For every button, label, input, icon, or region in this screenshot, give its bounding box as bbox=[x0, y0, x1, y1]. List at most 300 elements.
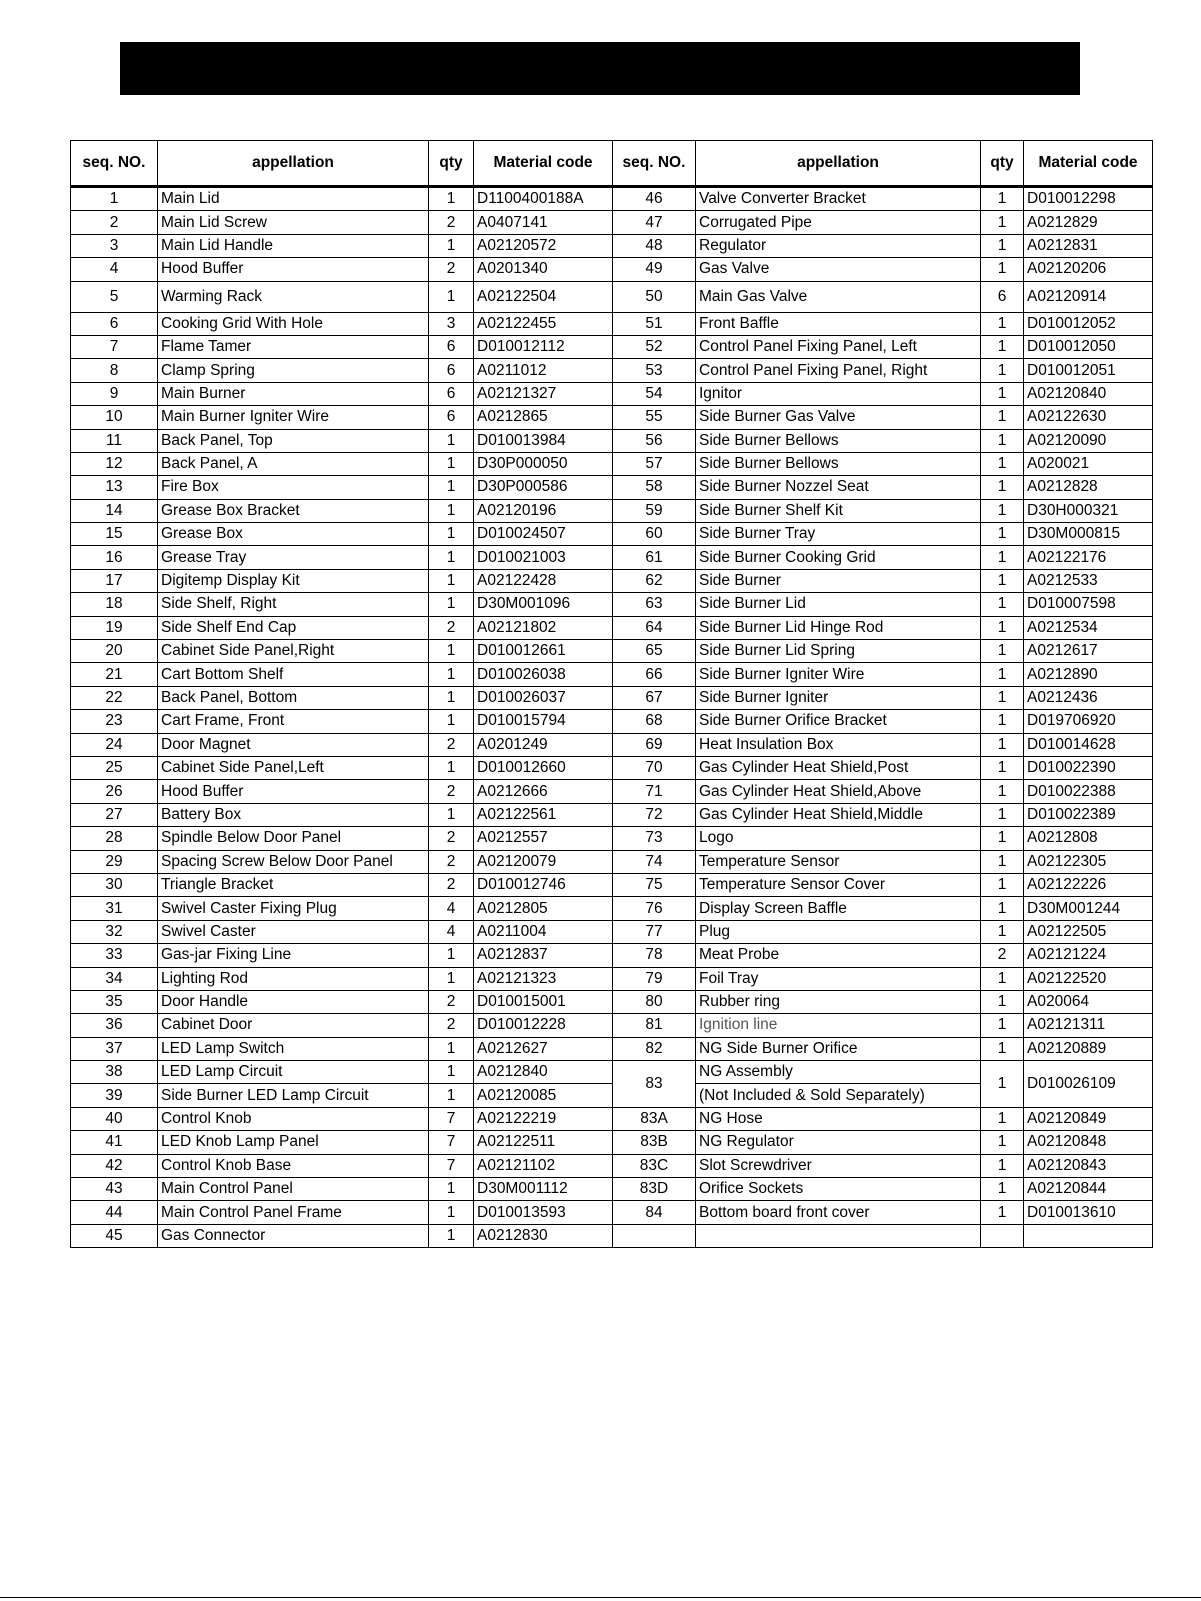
left-seq-cell: 23 bbox=[71, 710, 158, 733]
header-row bbox=[71, 141, 1153, 187]
left-appellation-cell: Back Panel, Top bbox=[158, 429, 429, 452]
left-seq-cell: 7 bbox=[71, 335, 158, 358]
right-seq-cell: 84 bbox=[613, 1201, 696, 1224]
left-material-cell: D010012661 bbox=[474, 640, 613, 663]
table-row bbox=[71, 382, 1153, 405]
left-seq-cell: 16 bbox=[71, 546, 158, 569]
left-appellation-cell: Cooking Grid With Hole bbox=[158, 312, 429, 335]
left-qty-cell: 2 bbox=[429, 258, 474, 281]
right-seq-cell: 75 bbox=[613, 873, 696, 896]
right-material-cell: A02122630 bbox=[1024, 406, 1153, 429]
right-appellation-cell: Side Burner Nozzel Seat bbox=[696, 476, 981, 499]
left-material-cell: A0212666 bbox=[474, 780, 613, 803]
right-qty-cell: 1 bbox=[981, 686, 1024, 709]
left-seq-cell: 24 bbox=[71, 733, 158, 756]
left-qty-cell: 1 bbox=[429, 640, 474, 663]
left-material-cell: D010013984 bbox=[474, 429, 613, 452]
left-seq-cell: 17 bbox=[71, 569, 158, 592]
right-material-cell: D010012298 bbox=[1024, 187, 1153, 211]
right-material-cell: D30M001244 bbox=[1024, 897, 1153, 920]
left-qty-cell: 1 bbox=[429, 523, 474, 546]
table-row bbox=[71, 452, 1153, 475]
left-material-cell: D30M001112 bbox=[474, 1178, 613, 1201]
col-header-material-right: Material code bbox=[1024, 141, 1153, 187]
left-appellation-cell: LED Knob Lamp Panel bbox=[158, 1131, 429, 1154]
right-qty-cell: 1 bbox=[981, 546, 1024, 569]
left-material-cell: A0211004 bbox=[474, 920, 613, 943]
left-qty-cell: 1 bbox=[429, 499, 474, 522]
table-row bbox=[71, 733, 1153, 756]
left-qty-cell: 1 bbox=[429, 1084, 474, 1107]
right-material-cell: D010022389 bbox=[1024, 803, 1153, 826]
left-appellation-cell: LED Lamp Switch bbox=[158, 1037, 429, 1060]
right-material-cell: D010012052 bbox=[1024, 312, 1153, 335]
left-material-cell: A02121323 bbox=[474, 967, 613, 990]
right-seq-cell: 51 bbox=[613, 312, 696, 335]
right-appellation-cell: Side Burner Shelf Kit bbox=[696, 499, 981, 522]
left-qty-cell: 1 bbox=[429, 944, 474, 967]
left-appellation-cell: Main Burner bbox=[158, 382, 429, 405]
right-qty-cell: 1 bbox=[981, 523, 1024, 546]
right-qty-cell: 1 bbox=[981, 593, 1024, 616]
left-qty-cell: 1 bbox=[429, 281, 474, 312]
left-material-cell: A0211012 bbox=[474, 359, 613, 382]
left-qty-cell: 1 bbox=[429, 1037, 474, 1060]
right-appellation-cell: Bottom board front cover bbox=[696, 1201, 981, 1224]
right-appellation-cell: Side Burner Orifice Bracket bbox=[696, 710, 981, 733]
left-seq-cell: 2 bbox=[71, 211, 158, 234]
table-row bbox=[71, 312, 1153, 335]
right-appellation-cell: Slot Screwdriver bbox=[696, 1154, 981, 1177]
right-seq-cell: 67 bbox=[613, 686, 696, 709]
left-material-cell: A02120079 bbox=[474, 850, 613, 873]
left-appellation-cell: Cabinet Door bbox=[158, 1014, 429, 1037]
table-row bbox=[71, 359, 1153, 382]
right-material-cell: A02120090 bbox=[1024, 429, 1153, 452]
right-qty-cell: 1 bbox=[981, 897, 1024, 920]
table-row bbox=[71, 1154, 1153, 1177]
table-row bbox=[71, 569, 1153, 592]
left-material-cell: A0212805 bbox=[474, 897, 613, 920]
right-seq-cell: 69 bbox=[613, 733, 696, 756]
left-qty-cell: 1 bbox=[429, 803, 474, 826]
right-seq-cell: 72 bbox=[613, 803, 696, 826]
right-seq-cell: 50 bbox=[613, 281, 696, 312]
left-seq-cell: 41 bbox=[71, 1131, 158, 1154]
right-qty-cell: 1 bbox=[981, 1201, 1024, 1224]
right-appellation-cell: Side Burner Lid Hinge Rod bbox=[696, 616, 981, 639]
left-material-cell: A02122219 bbox=[474, 1107, 613, 1130]
left-material-cell: A02121802 bbox=[474, 616, 613, 639]
right-material-cell: D010012050 bbox=[1024, 335, 1153, 358]
left-appellation-cell: Fire Box bbox=[158, 476, 429, 499]
left-material-cell: A02122561 bbox=[474, 803, 613, 826]
left-seq-cell: 30 bbox=[71, 873, 158, 896]
right-seq-cell: 71 bbox=[613, 780, 696, 803]
right-seq-cell: 56 bbox=[613, 429, 696, 452]
left-appellation-cell: Flame Tamer bbox=[158, 335, 429, 358]
right-qty-cell: 1 bbox=[981, 359, 1024, 382]
table-row bbox=[71, 335, 1153, 358]
left-material-cell: A02121327 bbox=[474, 382, 613, 405]
table-row bbox=[71, 850, 1153, 873]
left-qty-cell: 6 bbox=[429, 406, 474, 429]
left-qty-cell: 1 bbox=[429, 476, 474, 499]
right-appellation-cell: Side Burner Igniter bbox=[696, 686, 981, 709]
left-appellation-cell: Main Lid Screw bbox=[158, 211, 429, 234]
right-seq-cell bbox=[613, 1224, 696, 1247]
left-material-cell: A02121102 bbox=[474, 1154, 613, 1177]
left-appellation-cell: Gas Connector bbox=[158, 1224, 429, 1247]
right-seq-cell: 70 bbox=[613, 756, 696, 779]
left-material-cell: D010012112 bbox=[474, 335, 613, 358]
left-appellation-cell: Hood Buffer bbox=[158, 258, 429, 281]
left-qty-cell: 2 bbox=[429, 1014, 474, 1037]
left-qty-cell: 1 bbox=[429, 593, 474, 616]
right-qty-cell: 1 bbox=[981, 780, 1024, 803]
right-appellation-cell: Gas Cylinder Heat Shield,Middle bbox=[696, 803, 981, 826]
left-seq-cell: 13 bbox=[71, 476, 158, 499]
left-qty-cell: 4 bbox=[429, 897, 474, 920]
left-seq-cell: 5 bbox=[71, 281, 158, 312]
left-qty-cell: 2 bbox=[429, 616, 474, 639]
table-row bbox=[71, 1061, 1153, 1084]
right-material-cell: A02122520 bbox=[1024, 967, 1153, 990]
right-qty-cell: 1 bbox=[981, 452, 1024, 475]
left-seq-cell: 27 bbox=[71, 803, 158, 826]
parts-table bbox=[70, 140, 1153, 1248]
left-appellation-cell: Side Burner LED Lamp Circuit bbox=[158, 1084, 429, 1107]
right-material-cell: A02121224 bbox=[1024, 944, 1153, 967]
table-row bbox=[71, 616, 1153, 639]
right-material-cell: A02122226 bbox=[1024, 873, 1153, 896]
right-seq-cell: 63 bbox=[613, 593, 696, 616]
right-material-cell: A020064 bbox=[1024, 990, 1153, 1013]
left-seq-cell: 28 bbox=[71, 827, 158, 850]
right-seq-cell: 57 bbox=[613, 452, 696, 475]
right-qty-cell: 1 bbox=[981, 1037, 1024, 1060]
col-header-qty-left: qty bbox=[429, 141, 474, 187]
left-qty-cell: 7 bbox=[429, 1131, 474, 1154]
right-qty-cell: 6 bbox=[981, 281, 1024, 312]
right-material-cell: A02120840 bbox=[1024, 382, 1153, 405]
left-seq-cell: 18 bbox=[71, 593, 158, 616]
right-qty-cell: 1 bbox=[981, 335, 1024, 358]
left-qty-cell: 1 bbox=[429, 663, 474, 686]
right-qty-cell: 1 bbox=[981, 1178, 1024, 1201]
right-appellation-cell: Side Burner Cooking Grid bbox=[696, 546, 981, 569]
left-appellation-cell: Swivel Caster bbox=[158, 920, 429, 943]
right-appellation-cell: Side Burner Bellows bbox=[696, 452, 981, 475]
left-appellation-cell: Grease Box Bracket bbox=[158, 499, 429, 522]
left-seq-cell: 19 bbox=[71, 616, 158, 639]
left-material-cell: D1100400188A bbox=[474, 187, 613, 211]
left-material-cell: A02120572 bbox=[474, 234, 613, 257]
left-qty-cell: 1 bbox=[429, 187, 474, 211]
right-material-cell: A02121311 bbox=[1024, 1014, 1153, 1037]
right-appellation-cell: Logo bbox=[696, 827, 981, 850]
right-qty-cell: 1 bbox=[981, 990, 1024, 1013]
left-appellation-cell: Side Shelf End Cap bbox=[158, 616, 429, 639]
left-qty-cell: 3 bbox=[429, 312, 474, 335]
right-appellation-cell bbox=[696, 1224, 981, 1247]
right-material-cell: D010014628 bbox=[1024, 733, 1153, 756]
right-qty-cell: 1 bbox=[981, 234, 1024, 257]
left-appellation-cell: Lighting Rod bbox=[158, 967, 429, 990]
left-seq-cell: 15 bbox=[71, 523, 158, 546]
left-material-cell: D010024507 bbox=[474, 523, 613, 546]
left-appellation-cell: Door Handle bbox=[158, 990, 429, 1013]
right-material-cell: A0212533 bbox=[1024, 569, 1153, 592]
right-seq-cell: 48 bbox=[613, 234, 696, 257]
right-appellation-cell: NG Hose bbox=[696, 1107, 981, 1130]
left-material-cell: A0407141 bbox=[474, 211, 613, 234]
right-material-cell: A0212534 bbox=[1024, 616, 1153, 639]
right-material-cell: A02122305 bbox=[1024, 850, 1153, 873]
right-qty-cell bbox=[981, 1224, 1024, 1247]
right-appellation-cell: Side Burner Lid bbox=[696, 593, 981, 616]
right-appellation-cell: (Not Included & Sold Separately) bbox=[696, 1084, 981, 1107]
right-material-cell: A0212808 bbox=[1024, 827, 1153, 850]
right-appellation-cell: Front Baffle bbox=[696, 312, 981, 335]
right-seq-cell: 55 bbox=[613, 406, 696, 429]
table-row bbox=[71, 499, 1153, 522]
right-seq-cell: 59 bbox=[613, 499, 696, 522]
right-qty-cell: 1 bbox=[981, 640, 1024, 663]
col-header-appellation-right: appellation bbox=[696, 141, 981, 187]
left-qty-cell: 6 bbox=[429, 382, 474, 405]
left-material-cell: A02122428 bbox=[474, 569, 613, 592]
left-qty-cell: 1 bbox=[429, 1061, 474, 1084]
right-material-cell: D010012051 bbox=[1024, 359, 1153, 382]
left-material-cell: A02122511 bbox=[474, 1131, 613, 1154]
right-qty-cell: 1 bbox=[981, 1014, 1024, 1037]
table-row bbox=[71, 1037, 1153, 1060]
right-material-cell: A02122176 bbox=[1024, 546, 1153, 569]
right-appellation-cell: Gas Cylinder Heat Shield,Post bbox=[696, 756, 981, 779]
table-row bbox=[71, 593, 1153, 616]
table-row bbox=[71, 1014, 1153, 1037]
table-row bbox=[71, 281, 1153, 312]
left-seq-cell: 34 bbox=[71, 967, 158, 990]
left-qty-cell: 1 bbox=[429, 569, 474, 592]
left-qty-cell: 1 bbox=[429, 967, 474, 990]
right-seq-cell: 46 bbox=[613, 187, 696, 211]
left-qty-cell: 2 bbox=[429, 780, 474, 803]
right-seq-cell: 79 bbox=[613, 967, 696, 990]
right-appellation-cell: Corrugated Pipe bbox=[696, 211, 981, 234]
left-appellation-cell: Spacing Screw Below Door Panel bbox=[158, 850, 429, 873]
right-appellation-cell: NG Regulator bbox=[696, 1131, 981, 1154]
right-seq-cell: 83D bbox=[613, 1178, 696, 1201]
left-appellation-cell: Door Magnet bbox=[158, 733, 429, 756]
left-seq-cell: 4 bbox=[71, 258, 158, 281]
table-row bbox=[71, 234, 1153, 257]
left-seq-cell: 44 bbox=[71, 1201, 158, 1224]
left-material-cell: D30P000050 bbox=[474, 452, 613, 475]
table-row bbox=[71, 258, 1153, 281]
left-appellation-cell: Main Burner Igniter Wire bbox=[158, 406, 429, 429]
left-qty-cell: 2 bbox=[429, 990, 474, 1013]
left-seq-cell: 25 bbox=[71, 756, 158, 779]
left-qty-cell: 1 bbox=[429, 234, 474, 257]
table-row bbox=[71, 873, 1153, 896]
right-material-cell bbox=[1024, 1224, 1153, 1247]
left-material-cell: D30P000586 bbox=[474, 476, 613, 499]
right-appellation-cell: Valve Converter Bracket bbox=[696, 187, 981, 211]
right-qty-cell: 1 bbox=[981, 1154, 1024, 1177]
left-seq-cell: 35 bbox=[71, 990, 158, 1013]
right-seq-cell: 66 bbox=[613, 663, 696, 686]
left-qty-cell: 1 bbox=[429, 756, 474, 779]
table-row bbox=[71, 990, 1153, 1013]
left-qty-cell: 4 bbox=[429, 920, 474, 943]
left-material-cell: D010026038 bbox=[474, 663, 613, 686]
table-row bbox=[71, 827, 1153, 850]
right-material-cell: D010022390 bbox=[1024, 756, 1153, 779]
table-row bbox=[71, 406, 1153, 429]
right-seq-cell: 82 bbox=[613, 1037, 696, 1060]
right-material-cell: A02120844 bbox=[1024, 1178, 1153, 1201]
right-seq-cell: 52 bbox=[613, 335, 696, 358]
right-appellation-cell: Control Panel Fixing Panel, Right bbox=[696, 359, 981, 382]
left-seq-cell: 26 bbox=[71, 780, 158, 803]
left-appellation-cell: Grease Tray bbox=[158, 546, 429, 569]
right-appellation-cell: Side Burner Tray bbox=[696, 523, 981, 546]
right-seq-cell: 80 bbox=[613, 990, 696, 1013]
col-header-appellation-left: appellation bbox=[158, 141, 429, 187]
right-appellation-cell: NG Side Burner Orifice bbox=[696, 1037, 981, 1060]
table-row bbox=[71, 710, 1153, 733]
right-seq-cell: 83B bbox=[613, 1131, 696, 1154]
left-qty-cell: 1 bbox=[429, 686, 474, 709]
right-appellation-cell: Side Burner Lid Spring bbox=[696, 640, 981, 663]
left-seq-cell: 40 bbox=[71, 1107, 158, 1130]
left-appellation-cell: Cabinet Side Panel,Right bbox=[158, 640, 429, 663]
left-seq-cell: 22 bbox=[71, 686, 158, 709]
right-qty-cell: 1 bbox=[981, 429, 1024, 452]
right-material-cell: A02120914 bbox=[1024, 281, 1153, 312]
left-qty-cell: 2 bbox=[429, 850, 474, 873]
left-seq-cell: 29 bbox=[71, 850, 158, 873]
right-appellation-cell: Ignition line bbox=[696, 1014, 981, 1037]
right-material-cell: D010022388 bbox=[1024, 780, 1153, 803]
table-row bbox=[71, 640, 1153, 663]
left-seq-cell: 11 bbox=[71, 429, 158, 452]
right-qty-cell: 1 bbox=[981, 850, 1024, 873]
left-appellation-cell: Clamp Spring bbox=[158, 359, 429, 382]
table-row bbox=[71, 211, 1153, 234]
table-row bbox=[71, 756, 1153, 779]
right-qty-cell: 1 bbox=[981, 569, 1024, 592]
left-qty-cell: 1 bbox=[429, 546, 474, 569]
left-qty-cell: 7 bbox=[429, 1154, 474, 1177]
right-appellation-cell: Side Burner Igniter Wire bbox=[696, 663, 981, 686]
right-qty-cell: 1 bbox=[981, 258, 1024, 281]
right-qty-cell: 1 bbox=[981, 312, 1024, 335]
left-appellation-cell: Control Knob bbox=[158, 1107, 429, 1130]
right-appellation-cell: Main Gas Valve bbox=[696, 281, 981, 312]
right-seq-cell: 49 bbox=[613, 258, 696, 281]
right-appellation-cell: Meat Probe bbox=[696, 944, 981, 967]
right-qty-cell: 1 bbox=[981, 827, 1024, 850]
left-seq-cell: 20 bbox=[71, 640, 158, 663]
table-row bbox=[71, 476, 1153, 499]
right-appellation-cell: Foil Tray bbox=[696, 967, 981, 990]
right-material-cell: D010007598 bbox=[1024, 593, 1153, 616]
right-material-cell: A02120848 bbox=[1024, 1131, 1153, 1154]
table-row bbox=[71, 1224, 1153, 1247]
right-appellation-cell: Temperature Sensor Cover bbox=[696, 873, 981, 896]
col-header-qty-right: qty bbox=[981, 141, 1024, 187]
right-appellation-cell: Side Burner Gas Valve bbox=[696, 406, 981, 429]
right-appellation-cell: Gas Valve bbox=[696, 258, 981, 281]
left-seq-cell: 8 bbox=[71, 359, 158, 382]
table-row bbox=[71, 1131, 1153, 1154]
left-appellation-cell: Main Control Panel bbox=[158, 1178, 429, 1201]
right-seq-cell: 68 bbox=[613, 710, 696, 733]
right-material-cell: A020021 bbox=[1024, 452, 1153, 475]
right-qty-cell: 1 bbox=[981, 920, 1024, 943]
table-row bbox=[71, 686, 1153, 709]
right-qty-cell: 1 bbox=[981, 1131, 1024, 1154]
page-bottom-rule bbox=[0, 1597, 1201, 1598]
left-qty-cell: 6 bbox=[429, 359, 474, 382]
left-qty-cell: 1 bbox=[429, 452, 474, 475]
right-appellation-cell: Heat Insulation Box bbox=[696, 733, 981, 756]
left-seq-cell: 12 bbox=[71, 452, 158, 475]
right-seq-cell: 65 bbox=[613, 640, 696, 663]
right-material-cell: A02120843 bbox=[1024, 1154, 1153, 1177]
right-seq-cell: 74 bbox=[613, 850, 696, 873]
table-row bbox=[71, 1178, 1153, 1201]
left-seq-cell: 10 bbox=[71, 406, 158, 429]
left-qty-cell: 1 bbox=[429, 429, 474, 452]
right-qty-cell: 1 bbox=[981, 733, 1024, 756]
right-material-cell: D30H000321 bbox=[1024, 499, 1153, 522]
col-header-seq-left: seq. NO. bbox=[71, 141, 158, 187]
left-appellation-cell: Main Control Panel Frame bbox=[158, 1201, 429, 1224]
right-qty-cell: 1 bbox=[981, 476, 1024, 499]
left-seq-cell: 33 bbox=[71, 944, 158, 967]
right-qty-cell: 1 bbox=[981, 967, 1024, 990]
right-material-cell: A0212436 bbox=[1024, 686, 1153, 709]
left-appellation-cell: Side Shelf, Right bbox=[158, 593, 429, 616]
table-row bbox=[71, 1107, 1153, 1130]
right-material-cell: D30M000815 bbox=[1024, 523, 1153, 546]
left-seq-cell: 1 bbox=[71, 187, 158, 211]
right-appellation-cell: Regulator bbox=[696, 234, 981, 257]
left-appellation-cell: Triangle Bracket bbox=[158, 873, 429, 896]
right-material-cell: A02122505 bbox=[1024, 920, 1153, 943]
left-appellation-cell: Main Lid Handle bbox=[158, 234, 429, 257]
right-seq-cell: 53 bbox=[613, 359, 696, 382]
left-appellation-cell: Spindle Below Door Panel bbox=[158, 827, 429, 850]
left-qty-cell: 2 bbox=[429, 733, 474, 756]
right-qty-cell: 1 bbox=[981, 406, 1024, 429]
left-qty-cell: 1 bbox=[429, 710, 474, 733]
left-material-cell: D010012228 bbox=[474, 1014, 613, 1037]
right-qty-cell: 1 bbox=[981, 756, 1024, 779]
right-seq-cell: 60 bbox=[613, 523, 696, 546]
left-appellation-cell: Warming Rack bbox=[158, 281, 429, 312]
table-row bbox=[71, 803, 1153, 826]
right-seq-cell: 62 bbox=[613, 569, 696, 592]
left-seq-cell: 42 bbox=[71, 1154, 158, 1177]
left-appellation-cell: Grease Box bbox=[158, 523, 429, 546]
right-material-cell: A0212890 bbox=[1024, 663, 1153, 686]
right-seq-cell: 83 bbox=[613, 1061, 696, 1108]
